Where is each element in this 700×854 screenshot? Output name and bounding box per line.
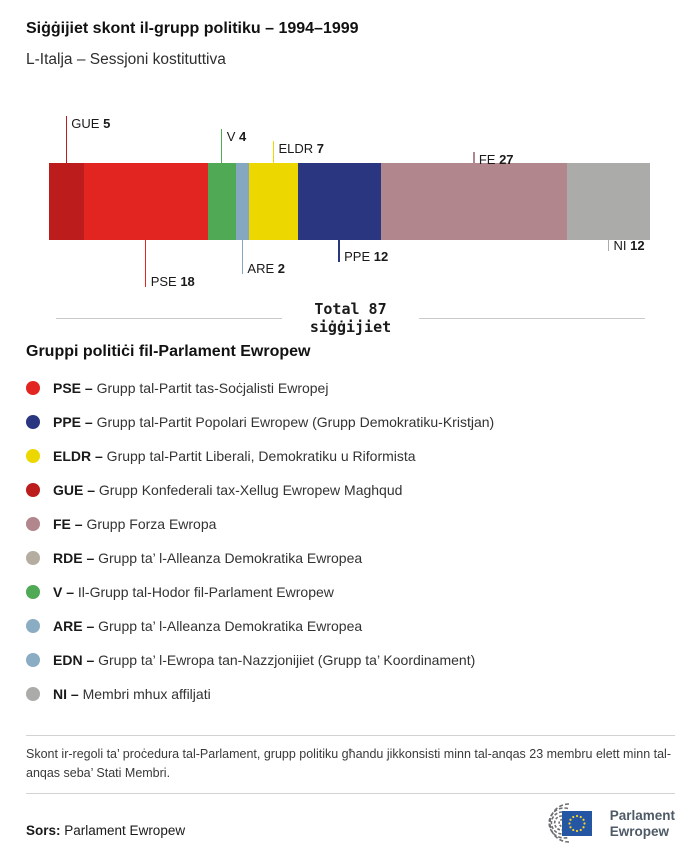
- total-seats-line1: Total 87: [314, 300, 387, 318]
- bar-segment-ni: [567, 163, 650, 240]
- callout-code: GUE: [71, 116, 104, 131]
- total-seats-row: [56, 301, 645, 336]
- ep-logo-line2: Ewropew: [609, 824, 669, 839]
- legend-item-desc: Grupp Konfederali tax-Xellug Ewropew Maghqud: [95, 482, 403, 498]
- callout-line-gue: [66, 116, 68, 163]
- legend-color-dot: [26, 653, 40, 667]
- legend-item-desc: Grupp ta’ l-Ewropa tan-Nazzjonijiet (Grupp ta’ Koordinament): [94, 652, 476, 668]
- bar-segment-fe: [381, 163, 569, 240]
- legend-color-dot: [26, 619, 40, 633]
- callout-label-ppe: [344, 250, 388, 263]
- total-rule-left: [56, 318, 282, 319]
- callout-code: NI: [613, 238, 631, 253]
- footnote-text: Skont ir-regoli ta’ proċedura tal-Parlament, grupp politiku għandu jikkonsisti minn tal-anqas 23 membru elett minn tal-anqas seba’ Stati Membri.: [26, 747, 671, 780]
- source-label: Sors:: [26, 823, 61, 838]
- legend-item-text: [53, 686, 211, 702]
- european-parliament-logo: [530, 800, 675, 848]
- legend-item-code: PSE –: [53, 380, 93, 396]
- legend-color-dot: [26, 517, 40, 531]
- legend-item-code: ELDR –: [53, 448, 103, 464]
- callout-line-ppe: [338, 240, 340, 262]
- callout-line-pse: [145, 240, 147, 287]
- callout-seats: 4: [238, 129, 247, 144]
- callout-code: ARE: [247, 261, 278, 276]
- legend-item-text: [53, 380, 328, 396]
- callout-label-pse: [151, 275, 195, 288]
- legend-item-text: [53, 516, 216, 532]
- total-rule-right: [419, 318, 645, 319]
- callout-seats: 12: [373, 249, 389, 264]
- legend-item-code: NI –: [53, 686, 79, 702]
- bar-segment-ppe: [298, 163, 382, 240]
- seat-bar-chart: [26, 100, 675, 300]
- callout-label-eldr: [279, 142, 325, 155]
- callout-seats: 18: [180, 274, 195, 289]
- callout-line-are: [242, 240, 244, 274]
- ep-logo-wordmark: [610, 808, 675, 840]
- bar-segment-pse: [84, 163, 209, 240]
- legend-item-code: FE –: [53, 516, 83, 532]
- legend-item-desc: Membri mhux affiljati: [78, 686, 211, 702]
- callout-seats: 12: [630, 238, 645, 253]
- callout-line-fe: [473, 152, 475, 163]
- page-title: Siġġijiet skont il-grupp politiku – 1994–1999: [26, 20, 359, 37]
- legend-item-text: [53, 482, 402, 498]
- legend-item-desc: Grupp ta’ l-Alleanza Demokratika Ewropea: [94, 550, 363, 566]
- legend-color-dot: [26, 585, 40, 599]
- hemicycle-eu-flag-icon: [530, 800, 602, 848]
- callout-code: V: [226, 129, 239, 144]
- callout-code: PPE: [344, 249, 374, 264]
- callout-line-ni: [608, 240, 610, 251]
- legend-item-code: PPE –: [53, 414, 93, 430]
- callout-code: PSE: [150, 274, 181, 289]
- legend-color-dot: [26, 381, 40, 395]
- legend-item-code: RDE –: [53, 550, 95, 566]
- callout-label-gue: [71, 117, 110, 130]
- legend-heading: Gruppi politiċi fil-Parlament Ewropew: [26, 343, 311, 360]
- legend-item-text: [53, 550, 362, 566]
- legend-item: [26, 439, 675, 473]
- legend-item: [26, 405, 675, 439]
- legend-color-dot: [26, 551, 40, 565]
- callout-seats: 2: [277, 261, 285, 276]
- total-seats-line2: siġġijiet: [309, 317, 392, 336]
- legend-color-dot: [26, 415, 40, 429]
- legend-item-text: [53, 448, 416, 464]
- callout-code: FE: [478, 152, 500, 167]
- footer-row: [26, 800, 675, 848]
- legend-item-desc: Grupp ta’ l-Alleanza Demokratika Ewropea: [94, 618, 363, 634]
- legend-item-desc: Grupp tal-Partit Liberali, Demokratiku u Riformista: [102, 448, 416, 464]
- page-subtitle: L-Italja – Sessjoni kostituttiva: [26, 51, 226, 68]
- callout-label-fe: [479, 153, 514, 166]
- legend-list: [26, 371, 675, 711]
- legend-item: [26, 609, 675, 643]
- bar-segment-v: [208, 163, 237, 240]
- legend-item-code: ARE –: [53, 618, 95, 634]
- callout-label-are: [247, 262, 285, 275]
- eu-flag: [562, 811, 592, 836]
- callout-line-eldr: [273, 141, 275, 163]
- legend-color-dot: [26, 483, 40, 497]
- callout-line-v: [221, 129, 223, 163]
- callout-label-v: [227, 130, 247, 143]
- legend-item: [26, 643, 675, 677]
- bar-segment-eldr: [249, 163, 298, 240]
- callout-code: ELDR: [278, 141, 317, 156]
- legend-color-dot: [26, 449, 40, 463]
- legend-item-text: [53, 652, 475, 668]
- legend-item-desc: Grupp tal-Partit Popolari Ewropew (Grupp Demokratiku-Kristjan): [92, 414, 495, 430]
- legend-item: [26, 677, 675, 711]
- callout-label-ni: [614, 239, 645, 252]
- legend-item-code: EDN –: [53, 652, 95, 668]
- legend-item: [26, 473, 675, 507]
- callout-seats: 5: [103, 116, 111, 131]
- source-line: [26, 823, 185, 848]
- bar-segment-are: [236, 163, 251, 240]
- legend-item-desc: Grupp Forza Ewropa: [82, 516, 217, 532]
- legend-item-text: [53, 618, 362, 634]
- legend-item-desc: Grupp tal-Partit tas-Soċjalisti Ewropej: [92, 380, 329, 396]
- legend-item-text: [53, 584, 334, 600]
- legend-color-dot: [26, 687, 40, 701]
- legend-item: [26, 541, 675, 575]
- legend-item: [26, 507, 675, 541]
- legend-item-text: [53, 414, 494, 430]
- legend-item-desc: Il-Grupp tal-Hodor fil-Parlament Ewropew: [74, 584, 334, 600]
- legend-item-code: V –: [53, 584, 75, 600]
- bar-segment-gue: [49, 163, 85, 240]
- ep-logo-line1: Parlament: [609, 808, 675, 823]
- footnote-divider-bottom: [26, 793, 675, 794]
- source-value: Parlament Ewropew: [64, 823, 186, 838]
- legend-item-code: GUE –: [53, 482, 96, 498]
- callout-seats: 27: [499, 152, 514, 167]
- legend-item: [26, 575, 675, 609]
- legend-item: [26, 371, 675, 405]
- total-seats-label: [282, 301, 419, 336]
- callout-seats: 7: [316, 141, 325, 156]
